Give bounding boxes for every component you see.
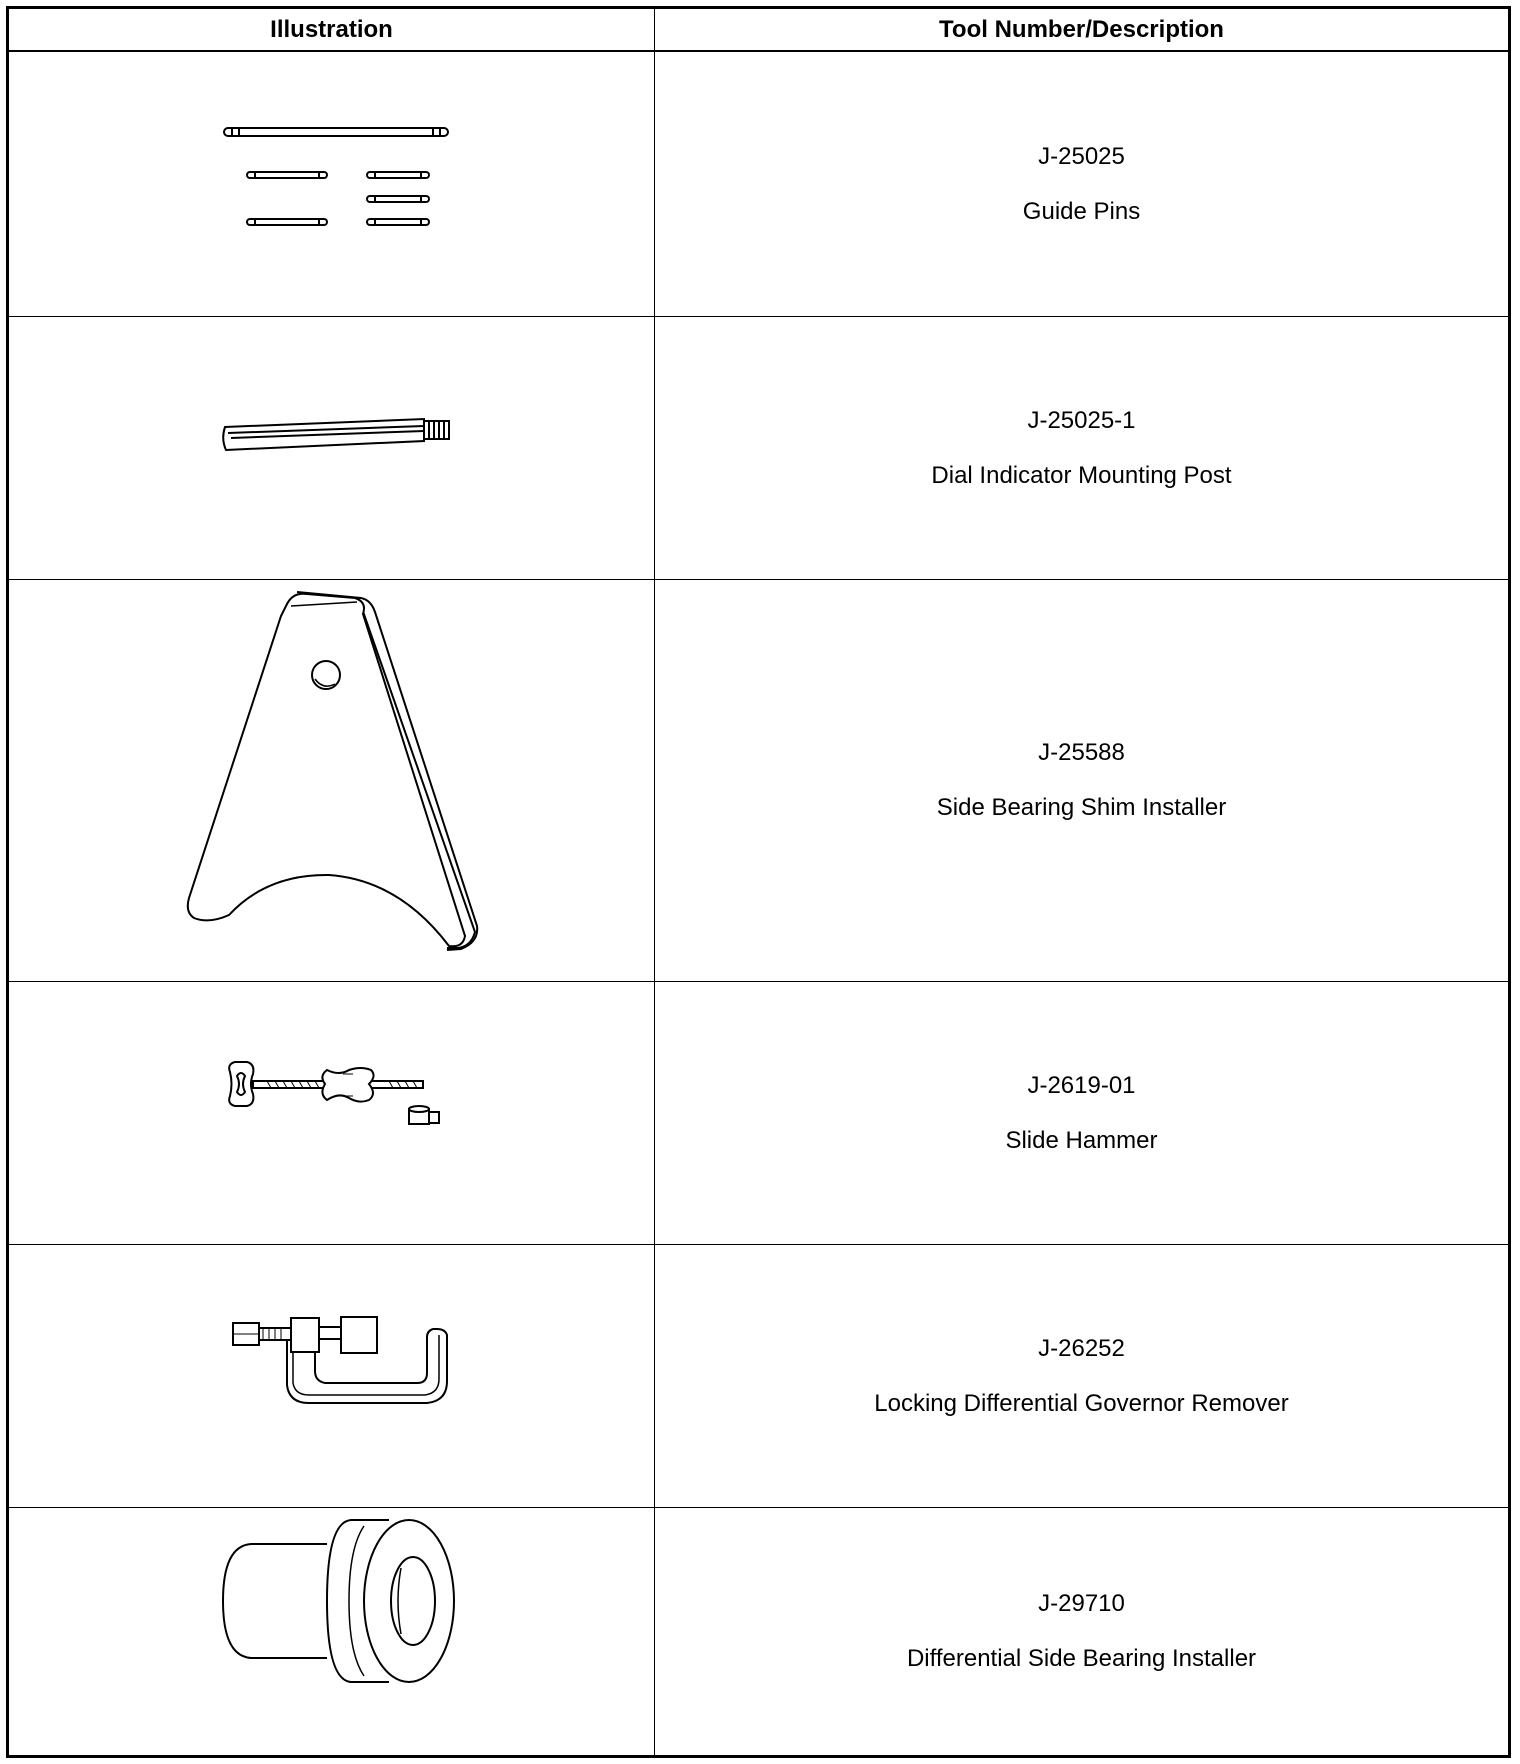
tool-number: J-25588 bbox=[1038, 739, 1125, 766]
locking-differential-governor-remover-illustration bbox=[9, 1245, 654, 1507]
header-tool-description: Tool Number/Description bbox=[939, 16, 1224, 43]
special-tools-table bbox=[6, 6, 1511, 1758]
table-row bbox=[9, 579, 1508, 981]
table-row bbox=[9, 316, 1508, 579]
differential-side-bearing-installer-illustration bbox=[9, 1508, 654, 1755]
tool-description: Dial Indicator Mounting Post bbox=[931, 461, 1232, 489]
tool-description: Side Bearing Shim Installer bbox=[936, 794, 1227, 821]
tool-cell bbox=[655, 317, 1508, 579]
tool-description: Differential Side Bearing Installer bbox=[906, 1645, 1257, 1672]
table-row bbox=[9, 52, 1508, 316]
header-illustration: Illustration bbox=[270, 16, 393, 43]
tool-cell bbox=[655, 52, 1508, 316]
tool-description: Guide Pins bbox=[1022, 197, 1141, 225]
tool-number: J-25025 bbox=[1038, 142, 1125, 170]
tool-cell bbox=[655, 580, 1508, 981]
tool-cell bbox=[655, 982, 1508, 1244]
tool-number: J-29710 bbox=[1038, 1590, 1125, 1617]
dial-indicator-mounting-post-illustration bbox=[9, 317, 654, 579]
tool-description: Slide Hammer bbox=[1005, 1126, 1158, 1154]
table-header-row bbox=[9, 9, 1508, 52]
table-row bbox=[9, 1507, 1508, 1755]
slide-hammer-illustration bbox=[9, 982, 654, 1244]
tool-description: Locking Differential Governor Remover bbox=[874, 1389, 1289, 1417]
table-row bbox=[9, 981, 1508, 1244]
table-row bbox=[9, 1244, 1508, 1507]
tool-number: J-25025-1 bbox=[1027, 406, 1136, 434]
tool-cell bbox=[655, 1508, 1508, 1755]
side-bearing-shim-installer-illustration bbox=[9, 580, 654, 981]
tool-cell bbox=[655, 1245, 1508, 1507]
tool-number: J-2619-01 bbox=[1027, 1071, 1136, 1099]
tool-number: J-26252 bbox=[1038, 1334, 1125, 1362]
guide-pins-illustration bbox=[9, 52, 654, 316]
